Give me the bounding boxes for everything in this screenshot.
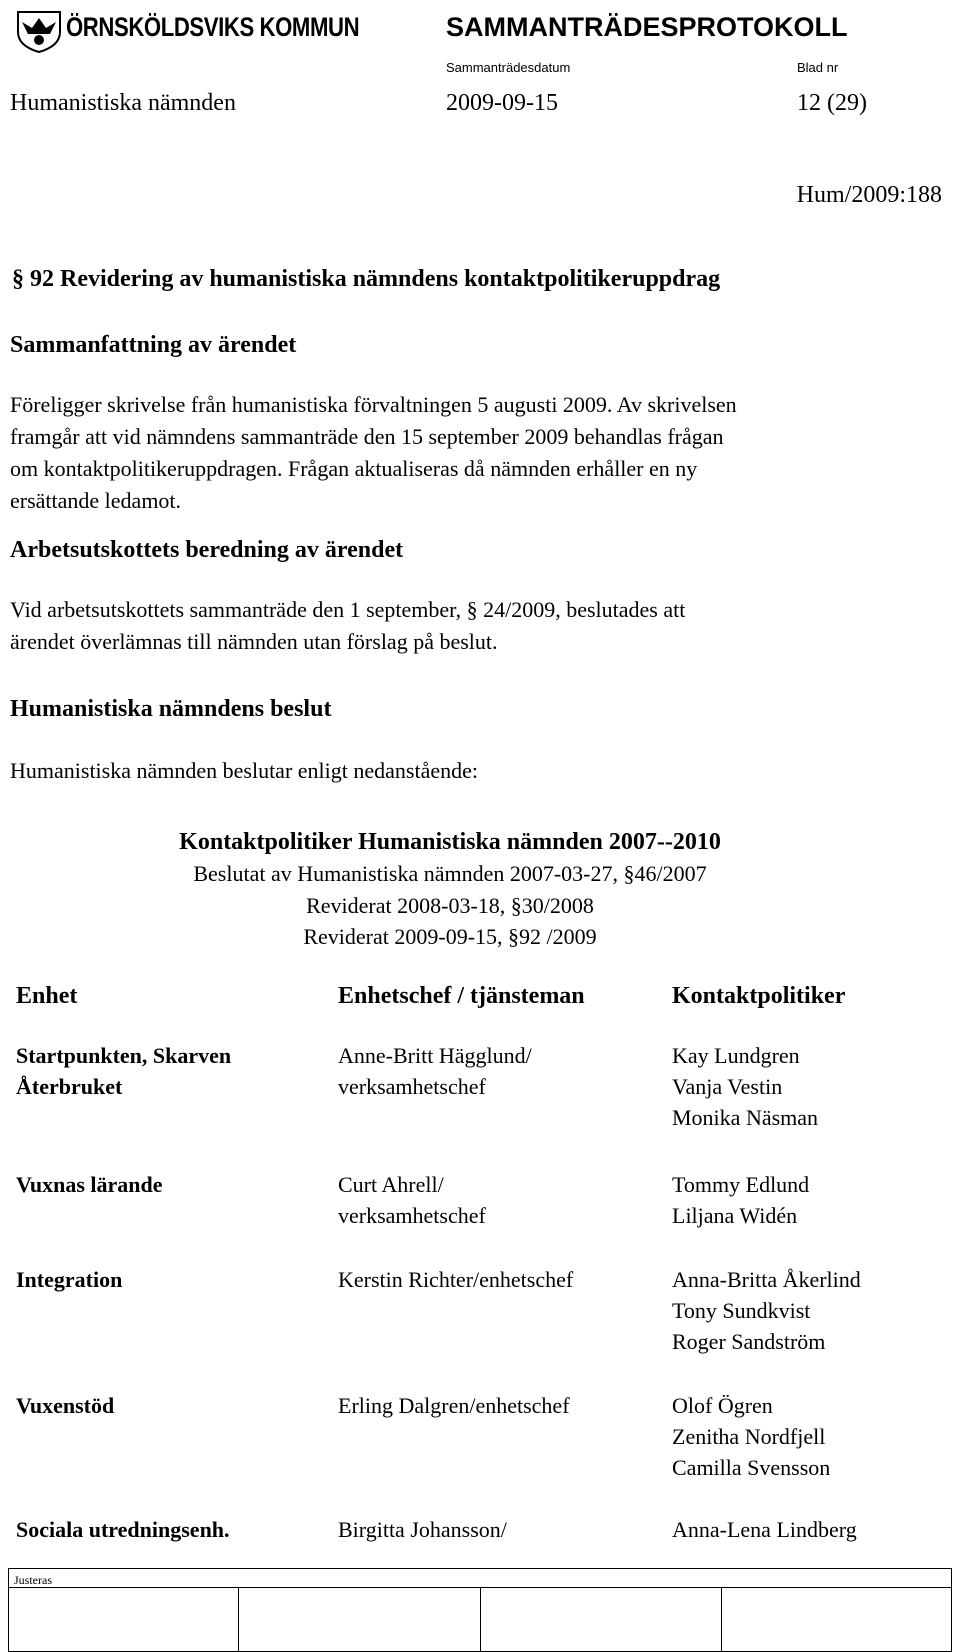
politician-name: Liljana Widén	[672, 1203, 798, 1228]
signature-cell-divider	[480, 1587, 481, 1651]
summary-paragraph	[10, 389, 940, 517]
table-row-politicians	[672, 1514, 857, 1545]
column-header-manager: Enhetschef / tjänsteman	[338, 983, 585, 1009]
page-number-label: Blad nr	[797, 60, 839, 75]
column-header-unit: Enhet	[16, 983, 78, 1009]
unit-name: Vuxenstöd	[16, 1393, 115, 1418]
manager-text: Birgitta Johansson/	[338, 1517, 507, 1542]
politician-name: Olof Ögren	[672, 1393, 773, 1418]
municipality-logo	[14, 8, 64, 54]
decision-heading: Humanistiska nämndens beslut	[10, 696, 332, 722]
document-type: SAMMANTRÄDESPROTOKOLL	[446, 12, 848, 42]
table-row-unit	[16, 1040, 231, 1102]
table-row-manager	[338, 1264, 573, 1295]
table-row-unit	[16, 1169, 163, 1200]
politician-name: Vanja Vestin	[672, 1074, 783, 1099]
case-number: Hum/2009:188	[796, 182, 942, 208]
signature-box	[8, 1568, 952, 1652]
column-header-politicians: Kontaktpolitiker	[672, 983, 846, 1009]
contact-table-title: Kontaktpolitiker Humanistiska nämnden 2007--2010	[179, 829, 721, 855]
politician-name: Camilla Svensson	[672, 1455, 831, 1480]
page-number: 12 (29)	[797, 90, 867, 116]
unit-name: Startpunkten, Skarven	[16, 1043, 232, 1068]
table-row-manager	[338, 1169, 486, 1231]
preparation-line: Vid arbetsutskottets sammanträde den 1 september, § 24/2009, beslutades att	[10, 597, 686, 622]
summary-line: om kontaktpolitikeruppdragen. Frågan aktualiseras då nämnden erhåller en ny	[10, 456, 698, 481]
contact-table-revised: Reviderat 2009-09-15, §92 /2009	[303, 924, 597, 949]
politician-name: Tommy Edlund	[672, 1172, 810, 1197]
justeras-label: Justeras	[14, 1573, 52, 1587]
table-row-unit	[16, 1390, 114, 1421]
table-row-politicians	[672, 1390, 830, 1483]
politician-name: Roger Sandström	[672, 1329, 826, 1354]
preparation-paragraph	[10, 594, 940, 658]
manager-text: verksamhetschef	[338, 1074, 486, 1099]
preparation-line: ärendet överlämnas till nämnden utan förslag på beslut.	[10, 629, 498, 654]
table-row-unit	[16, 1264, 122, 1295]
manager-text: Erling Dalgren/enhetschef	[338, 1393, 570, 1418]
signature-cell-divider	[238, 1587, 239, 1651]
summary-heading: Sammanfattning av ärendet	[10, 332, 297, 358]
unit-name: Integration	[16, 1267, 123, 1292]
manager-text: Anne-Britt Hägglund/	[338, 1043, 532, 1068]
unit-name: Återbruket	[16, 1074, 123, 1099]
decision-text: Humanistiska nämnden beslutar enligt nedanstående:	[10, 758, 478, 783]
summary-line: framgår att vid nämndens sammanträde den 15 september 2009 behandlas frågan	[10, 424, 724, 449]
manager-text: Kerstin Richter/enhetschef	[338, 1267, 574, 1292]
meeting-date-label: Sammanträdesdatum	[446, 60, 571, 75]
manager-text: Curt Ahrell/	[338, 1172, 444, 1197]
table-row-manager	[338, 1040, 532, 1102]
summary-line: ersättande ledamot.	[10, 488, 182, 513]
signature-cell-divider	[721, 1587, 722, 1651]
table-row-manager	[338, 1390, 570, 1421]
table-row-unit	[16, 1514, 230, 1545]
unit-name: Vuxnas lärande	[16, 1172, 163, 1197]
politician-name: Kay Lundgren	[672, 1043, 800, 1068]
unit-name: Sociala utredningsenh.	[16, 1517, 230, 1542]
politician-name: Anna-Britta Åkerlind	[672, 1267, 861, 1292]
contact-table-revised: Reviderat 2008-03-18, §30/2008	[306, 893, 594, 918]
contact-table-decided: Beslutat av Humanistiska nämnden 2007-03-27, §46/2007	[193, 861, 707, 886]
summary-line: Föreligger skrivelse från humanistiska förvaltningen 5 augusti 2009. Av skrivelsen	[10, 392, 737, 417]
table-row-politicians	[672, 1264, 861, 1357]
manager-text: verksamhetschef	[338, 1203, 486, 1228]
item-title: § 92 Revidering av humanistiska nämndens kontaktpolitikeruppdrag	[12, 266, 721, 292]
politician-name: Zenitha Nordfjell	[672, 1424, 826, 1449]
table-row-manager	[338, 1514, 507, 1545]
table-row-politicians	[672, 1169, 809, 1231]
organization-name: ÖRNSKÖLDSVIKS KOMMUN	[66, 12, 360, 42]
preparation-heading: Arbetsutskottets beredning av ärendet	[10, 537, 404, 563]
politician-name: Tony Sundkvist	[672, 1298, 811, 1323]
table-row-politicians	[672, 1040, 818, 1133]
politician-name: Monika Näsman	[672, 1105, 819, 1130]
meeting-date: 2009-09-15	[446, 90, 558, 116]
politician-name: Anna-Lena Lindberg	[672, 1517, 857, 1542]
committee-name: Humanistiska nämnden	[10, 90, 236, 116]
